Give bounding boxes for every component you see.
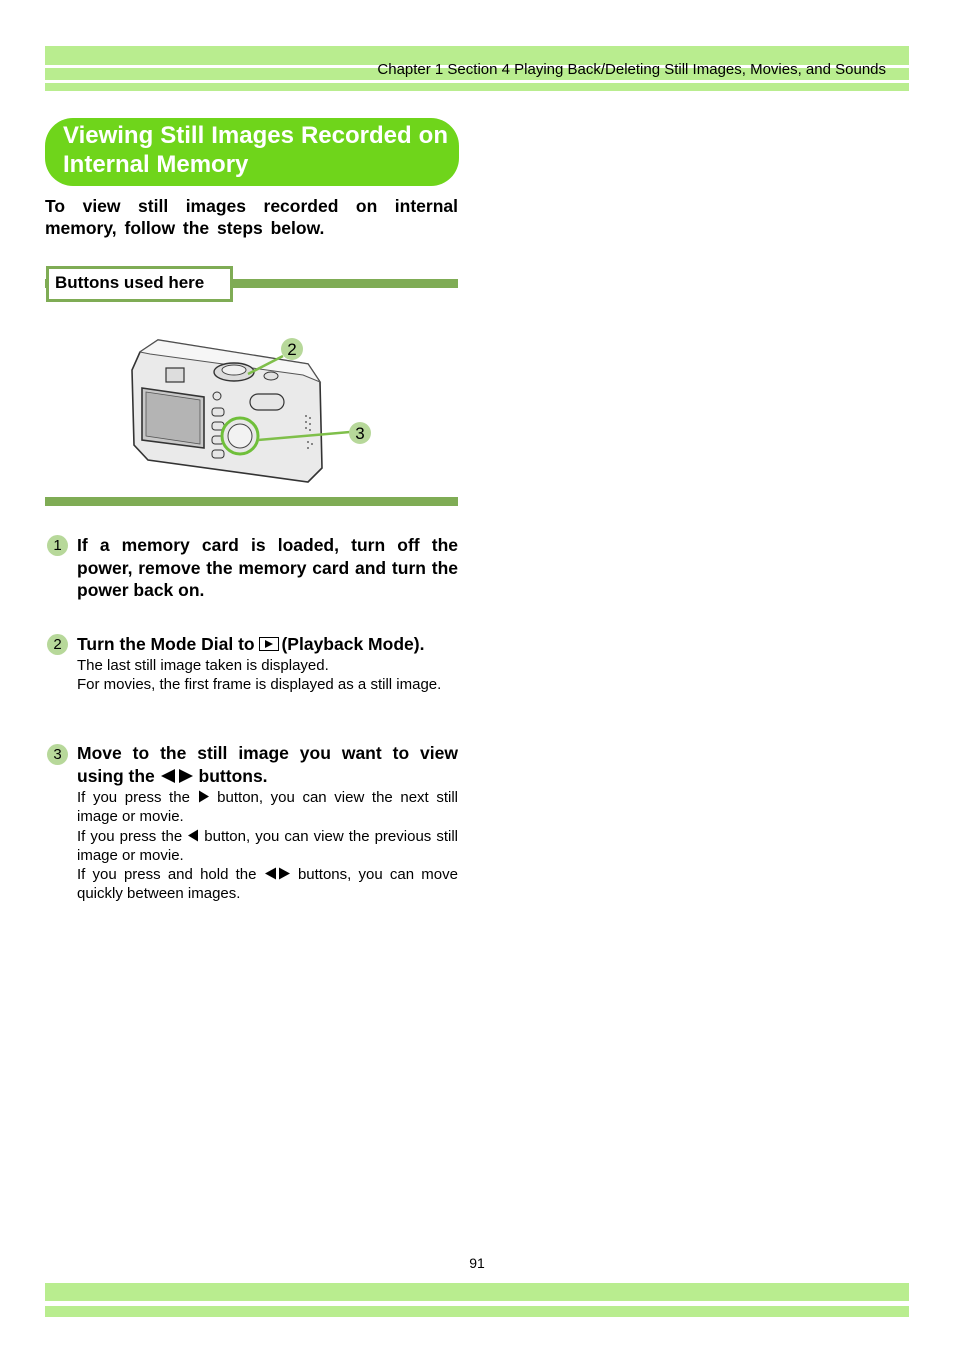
header-band-bottom xyxy=(45,83,909,91)
buttons-panel-label: Buttons used here xyxy=(55,273,205,292)
left-right-arrows-icon xyxy=(160,768,194,784)
zoom-button xyxy=(250,394,284,410)
step-3-heading-start: Move to the still image you want to view using the xyxy=(77,743,458,786)
step-2-body-line-1: The last still image taken is displayed. xyxy=(77,657,329,674)
step-3-body-paragraph-3: If you press and hold the buttons, you can move quickly between images. xyxy=(77,866,458,903)
playback-mode-icon xyxy=(259,637,279,651)
step-3-body-paragraph-1: If you press the button, you can view the next still image or movie. xyxy=(77,789,459,826)
step-2-body xyxy=(77,656,458,695)
right-arrow-icon xyxy=(198,790,210,803)
step-3-body xyxy=(77,788,458,904)
page-number: 91 xyxy=(469,1255,485,1271)
left-right-arrows-small-icon xyxy=(264,867,291,880)
buttons-panel-bottom-rule xyxy=(45,497,458,506)
chapter-header: Chapter 1 Section 4 Playing Back/Deleting Still Images, Movies, and Sounds xyxy=(377,61,886,78)
step-3-heading-end: buttons. xyxy=(198,765,268,786)
step-3-body-paragraph-2: If you press the button, you can view the previous still image or movie. xyxy=(77,827,458,864)
step-2-heading-end: (Playback Mode). xyxy=(281,634,425,654)
intro-text: To view still images recorded on internal memory, follow the steps below. xyxy=(45,196,458,238)
step-2-heading-start: Turn the Mode Dial to xyxy=(77,634,255,654)
camera-illustration xyxy=(128,330,378,490)
left-arrow-icon xyxy=(187,829,199,842)
callout-number-2: 2 xyxy=(287,340,297,359)
step-2-body-line-2: For movies, the first frame is displayed as a still image. xyxy=(77,676,442,694)
step-badge-2: 2 xyxy=(47,634,68,655)
footer-band-bottom xyxy=(45,1306,909,1317)
footer-band-top xyxy=(45,1283,909,1301)
section-title: Viewing Still Images Recorded on Internal Memory xyxy=(63,122,448,178)
step-badge-3: 3 xyxy=(47,744,68,765)
section-title-box xyxy=(45,118,459,186)
viewfinder xyxy=(166,368,184,382)
callout-number-3: 3 xyxy=(355,424,365,443)
buttons-panel-label-box xyxy=(46,266,233,302)
step-2-heading xyxy=(77,633,458,656)
step-badge-1: 1 xyxy=(47,535,68,556)
step-3-heading xyxy=(77,742,458,787)
step-1-heading: If a memory card is loaded, turn off the power, remove the memory card and turn the power back on. xyxy=(77,535,458,600)
